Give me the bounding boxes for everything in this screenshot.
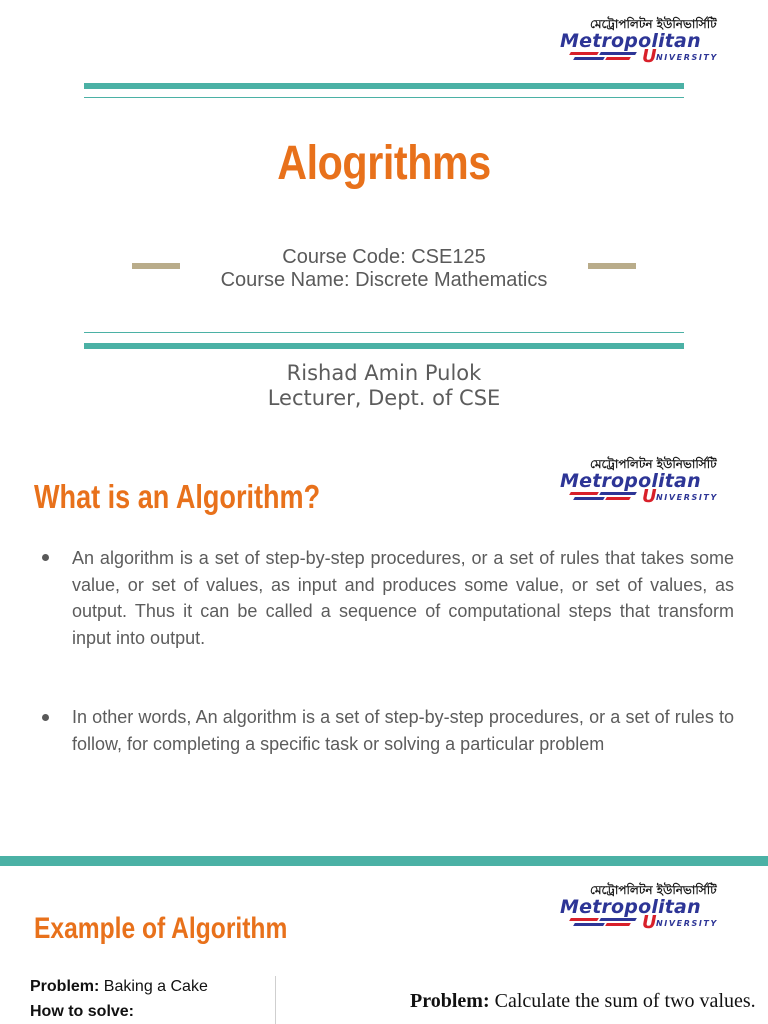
- logo-stripes: [570, 918, 640, 926]
- logo-university-text: NIVERSITY: [656, 919, 718, 928]
- course-code: Course Code: CSE125: [282, 246, 486, 268]
- course-name: Course Name: Discrete Mathematics: [220, 269, 548, 291]
- author-name: Rishad Amin Pulok: [286, 361, 482, 385]
- example-slide: [0, 866, 768, 1024]
- top-thin-rule: [84, 97, 684, 98]
- right-problem-value: Calculate the sum of two values.: [489, 990, 756, 1012]
- logo-stripes: [570, 52, 640, 60]
- definition-slide: [0, 450, 768, 854]
- bullet-text-2: In other words, An algorithm is a set of step-by-step procedures, or a set of rules to follow, for completing a specific task or solving a particular problem: [72, 707, 734, 754]
- bullet-dot: [42, 554, 49, 561]
- university-logo: [560, 16, 760, 66]
- bullet-dot: [42, 714, 49, 721]
- right-problem: [410, 990, 756, 1013]
- slide-heading: Example of Algorithm: [34, 912, 288, 945]
- right-problem-label: Problem:: [410, 990, 490, 1012]
- bottom-thin-rule: [84, 332, 684, 333]
- logo-u-letter: U: [642, 912, 657, 933]
- logo-u-letter: U: [642, 46, 657, 67]
- top-thick-rule: [84, 83, 684, 89]
- logo-name: Metropolitan: [560, 470, 701, 492]
- university-logo: [560, 882, 760, 932]
- bottom-thick-rule: [84, 343, 684, 349]
- slide-title: Alogrithms: [277, 137, 491, 190]
- logo-bengali-text: মেট্রোপলিটন ইউনিভার্সিটি: [590, 17, 717, 31]
- slide-heading: What is an Algorithm?: [34, 478, 321, 515]
- logo-u-letter: U: [642, 486, 657, 507]
- slide-separator: [0, 856, 768, 866]
- left-problem: [30, 978, 208, 996]
- author-title: Lecturer, Dept. of CSE: [267, 386, 501, 410]
- column-divider: [275, 976, 276, 1024]
- logo-bengali-text: মেট্রোপলিটন ইউনিভার্সিটি: [590, 883, 717, 897]
- how-to-solve-label: How to solve:: [30, 1003, 135, 1020]
- logo-name: Metropolitan: [560, 30, 701, 52]
- left-problem-value: Baking a Cake: [99, 978, 208, 995]
- university-logo: [560, 456, 760, 506]
- left-problem-label: Problem:: [30, 978, 100, 995]
- logo-university-text: NIVERSITY: [656, 493, 718, 502]
- title-slide: [0, 0, 768, 450]
- logo-stripes: [570, 492, 640, 500]
- logo-bengali-text: মেট্রোপলিটন ইউনিভার্সিটি: [590, 457, 717, 471]
- logo-name: Metropolitan: [560, 896, 701, 918]
- logo-university-text: NIVERSITY: [656, 53, 718, 62]
- bullet-text-1: An algorithm is a set of step-by-step procedures, or a set of rules that takes some value, or set of values, as input and produces some value, or set of values, as output. Thus it can be called a sequence of computational steps that transform input into output.: [72, 548, 734, 648]
